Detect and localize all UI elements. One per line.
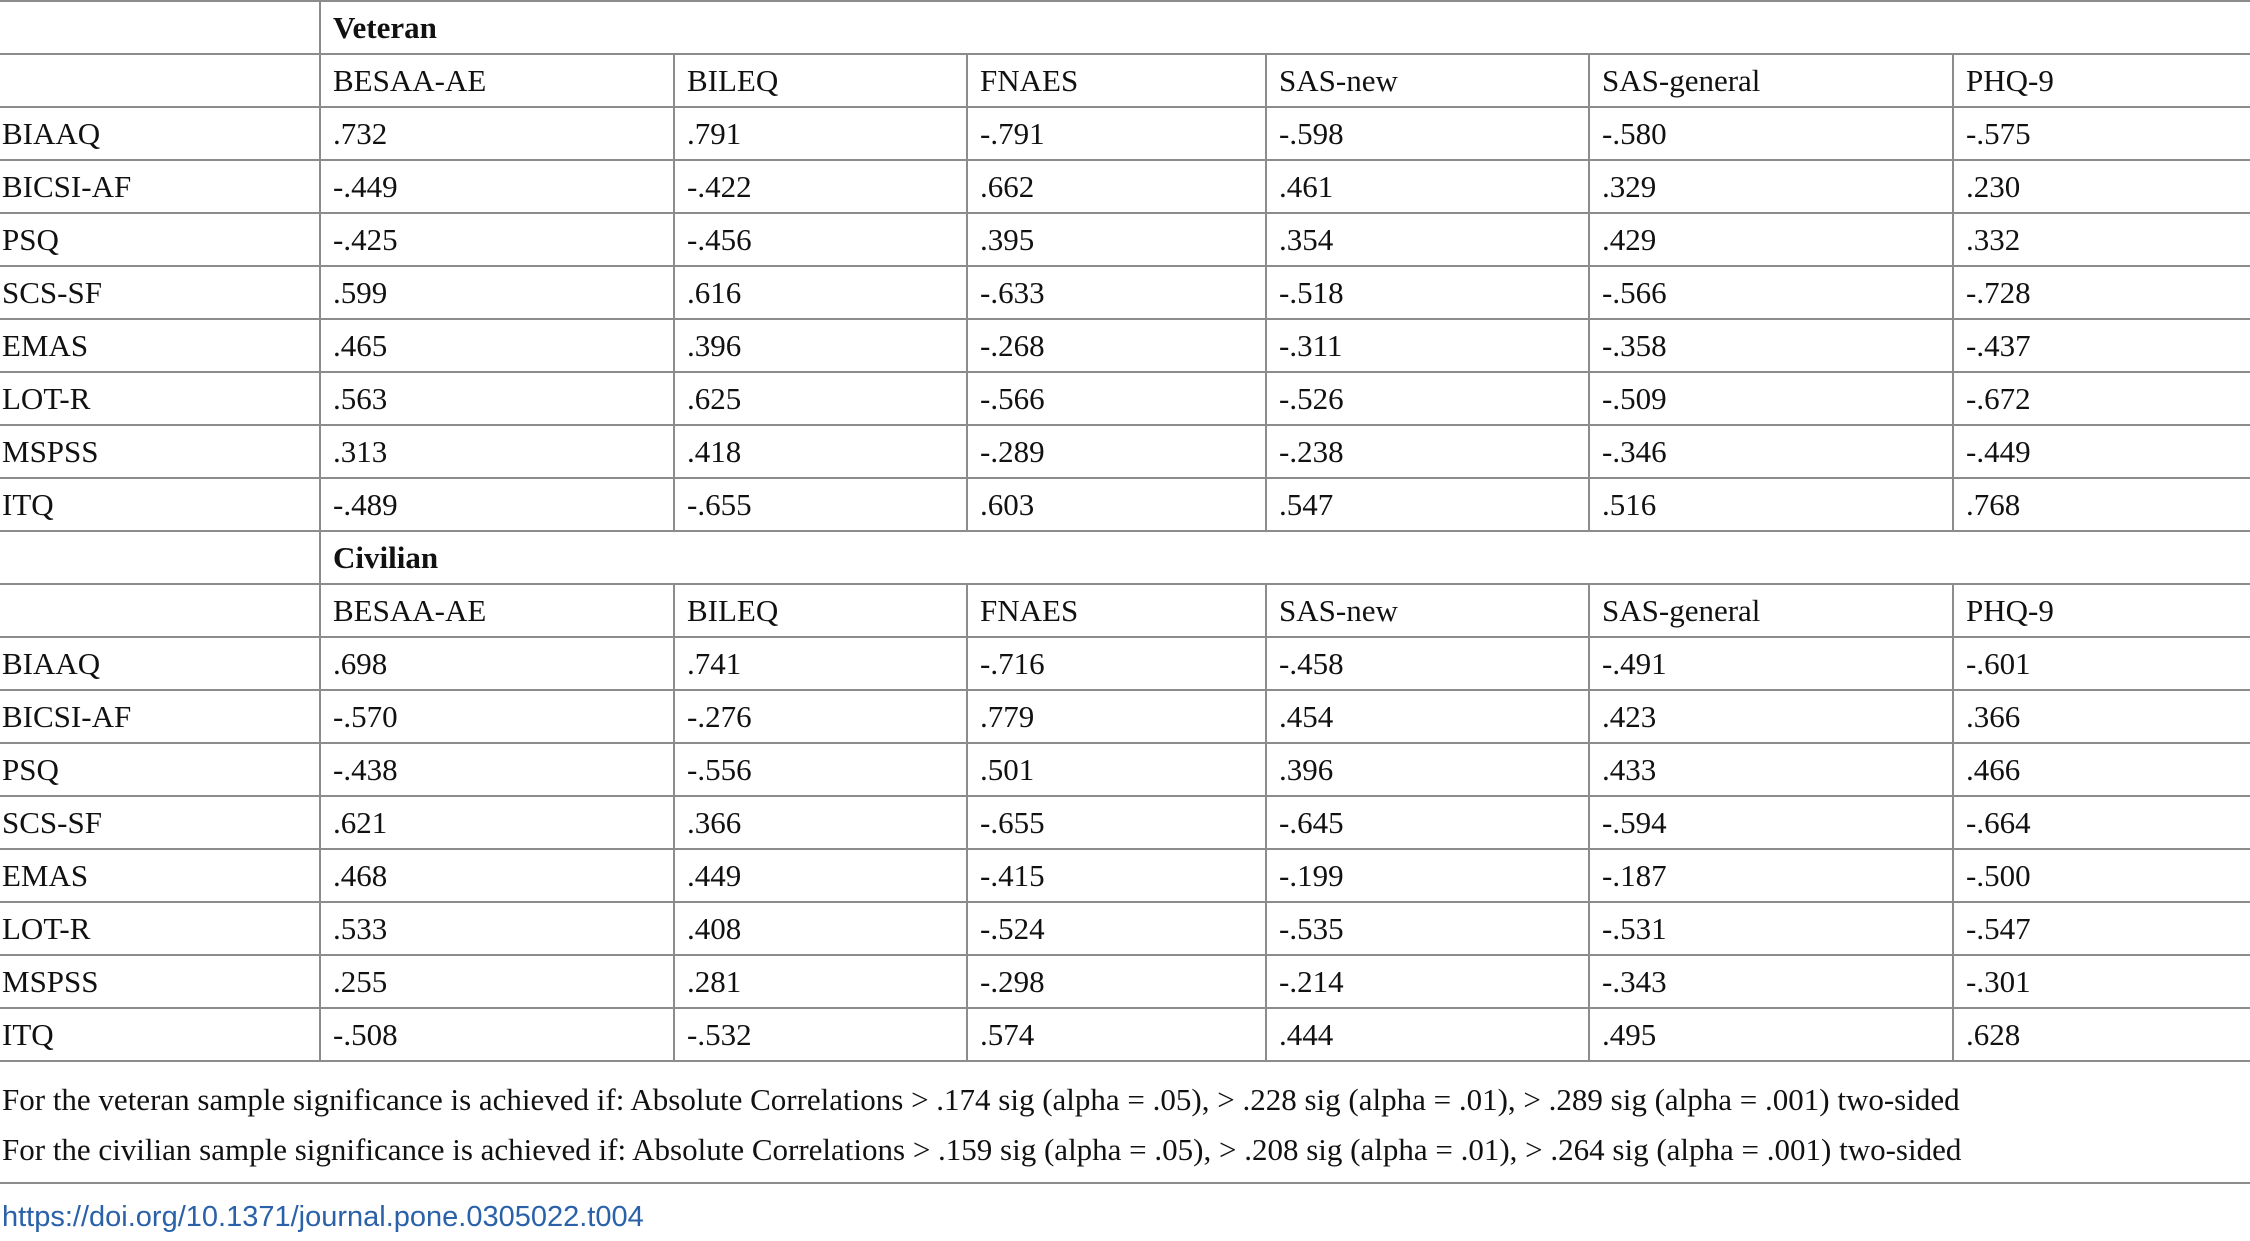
row-label: BICSI-AF xyxy=(0,160,320,213)
column-header: FNAES xyxy=(967,584,1266,637)
correlation-value: .698 xyxy=(320,637,674,690)
correlation-value: -.633 xyxy=(967,266,1266,319)
correlation-value: -.422 xyxy=(674,160,967,213)
row-label: PSQ xyxy=(0,213,320,266)
correlation-value: .468 xyxy=(320,849,674,902)
correlation-value: -.575 xyxy=(1953,107,2250,160)
correlation-value: .616 xyxy=(674,266,967,319)
correlation-value: .732 xyxy=(320,107,674,160)
correlation-value: -.187 xyxy=(1589,849,1953,902)
empty-cell xyxy=(0,531,320,584)
table-row xyxy=(0,637,2250,690)
correlation-value: .574 xyxy=(967,1008,1266,1061)
correlation-value: -.518 xyxy=(1266,266,1589,319)
correlation-value: .418 xyxy=(674,425,967,478)
correlation-value: -.358 xyxy=(1589,319,1953,372)
section-title-row xyxy=(0,1,2250,54)
correlation-value: .395 xyxy=(967,213,1266,266)
correlation-value: .628 xyxy=(1953,1008,2250,1061)
correlation-value: -.566 xyxy=(1589,266,1953,319)
correlation-value: -.655 xyxy=(674,478,967,531)
correlation-value: .465 xyxy=(320,319,674,372)
table-row xyxy=(0,160,2250,213)
correlation-value: -.716 xyxy=(967,637,1266,690)
table-footnotes xyxy=(0,1075,2250,1175)
correlation-value: -.728 xyxy=(1953,266,2250,319)
correlation-value: .454 xyxy=(1266,690,1589,743)
table-row xyxy=(0,955,2250,1008)
correlation-value: .429 xyxy=(1589,213,1953,266)
row-label: BICSI-AF xyxy=(0,690,320,743)
correlation-value: .791 xyxy=(674,107,967,160)
correlation-value: -.298 xyxy=(967,955,1266,1008)
table-row xyxy=(0,478,2250,531)
table-row xyxy=(0,690,2250,743)
correlation-value: -.547 xyxy=(1953,902,2250,955)
correlation-value: -.458 xyxy=(1266,637,1589,690)
correlation-value: -.524 xyxy=(967,902,1266,955)
row-label: MSPSS xyxy=(0,955,320,1008)
correlation-value: -.580 xyxy=(1589,107,1953,160)
empty-cell xyxy=(0,584,320,637)
correlation-value: .329 xyxy=(1589,160,1953,213)
correlation-value: -.268 xyxy=(967,319,1266,372)
correlation-value: -.289 xyxy=(967,425,1266,478)
correlation-value: .547 xyxy=(1266,478,1589,531)
correlation-value: .433 xyxy=(1589,743,1953,796)
correlation-value: -.343 xyxy=(1589,955,1953,1008)
correlation-value: -.238 xyxy=(1266,425,1589,478)
table-body xyxy=(0,1,2250,1061)
correlation-value: .230 xyxy=(1953,160,2250,213)
correlation-value: -.489 xyxy=(320,478,674,531)
column-header: SAS-new xyxy=(1266,54,1589,107)
correlation-value: .444 xyxy=(1266,1008,1589,1061)
correlation-value: -.655 xyxy=(967,796,1266,849)
correlation-value: -.456 xyxy=(674,213,967,266)
correlation-value: .396 xyxy=(674,319,967,372)
correlation-value: -.500 xyxy=(1953,849,2250,902)
table-row xyxy=(0,213,2250,266)
correlation-value: -.449 xyxy=(320,160,674,213)
correlation-value: -.425 xyxy=(320,213,674,266)
table-row xyxy=(0,796,2250,849)
correlation-value: -.791 xyxy=(967,107,1266,160)
row-label: LOT-R xyxy=(0,372,320,425)
correlation-value: .313 xyxy=(320,425,674,478)
table-row xyxy=(0,743,2250,796)
row-label: SCS-SF xyxy=(0,796,320,849)
row-label: MSPSS xyxy=(0,425,320,478)
column-header-row xyxy=(0,54,2250,107)
correlation-value: .449 xyxy=(674,849,967,902)
correlation-value: -.509 xyxy=(1589,372,1953,425)
column-header: PHQ-9 xyxy=(1953,584,2250,637)
column-header: SAS-general xyxy=(1589,584,1953,637)
empty-cell xyxy=(0,54,320,107)
row-label: SCS-SF xyxy=(0,266,320,319)
correlation-value: -.526 xyxy=(1266,372,1589,425)
column-header: BESAA-AE xyxy=(320,54,674,107)
correlation-value: .599 xyxy=(320,266,674,319)
doi-link[interactable]: https://doi.org/10.1371/journal.pone.0305022.t004 xyxy=(2,1201,644,1233)
correlation-value: -.672 xyxy=(1953,372,2250,425)
correlation-value: .779 xyxy=(967,690,1266,743)
column-header: FNAES xyxy=(967,54,1266,107)
section-title: Veteran xyxy=(320,1,2250,54)
correlation-value: -.566 xyxy=(967,372,1266,425)
correlation-value: .466 xyxy=(1953,743,2250,796)
correlation-value: .495 xyxy=(1589,1008,1953,1061)
row-label: BIAAQ xyxy=(0,637,320,690)
footnote-civilian: For the civilian sample significance is achieved if: Absolute Correlations > .159 sig (alpha = .05), > .208 sig (alpha = .01), > .264 sig (alpha = .001) two-sided xyxy=(2,1132,1962,1167)
correlation-value: .533 xyxy=(320,902,674,955)
correlation-value: .255 xyxy=(320,955,674,1008)
correlation-value: -.437 xyxy=(1953,319,2250,372)
correlation-value: -.346 xyxy=(1589,425,1953,478)
correlation-value: -.645 xyxy=(1266,796,1589,849)
correlation-value: -.598 xyxy=(1266,107,1589,160)
column-header: BILEQ xyxy=(674,54,967,107)
correlation-value: .332 xyxy=(1953,213,2250,266)
column-header: BILEQ xyxy=(674,584,967,637)
correlation-value: .625 xyxy=(674,372,967,425)
table-row xyxy=(0,1008,2250,1061)
correlation-value: -.532 xyxy=(674,1008,967,1061)
table-row xyxy=(0,319,2250,372)
table-row xyxy=(0,425,2250,478)
correlation-value: -.301 xyxy=(1953,955,2250,1008)
correlation-value: -.508 xyxy=(320,1008,674,1061)
row-label: LOT-R xyxy=(0,902,320,955)
correlation-value: -.449 xyxy=(1953,425,2250,478)
correlation-value: .741 xyxy=(674,637,967,690)
column-header: SAS-new xyxy=(1266,584,1589,637)
table-row xyxy=(0,266,2250,319)
correlation-value: -.199 xyxy=(1266,849,1589,902)
correlation-value: .366 xyxy=(674,796,967,849)
correlation-value: .603 xyxy=(967,478,1266,531)
column-header: SAS-general xyxy=(1589,54,1953,107)
correlation-value: -.601 xyxy=(1953,637,2250,690)
column-header: PHQ-9 xyxy=(1953,54,2250,107)
table-row xyxy=(0,849,2250,902)
correlation-value: .563 xyxy=(320,372,674,425)
column-header: BESAA-AE xyxy=(320,584,674,637)
correlation-value: .768 xyxy=(1953,478,2250,531)
row-label: ITQ xyxy=(0,1008,320,1061)
correlation-value: -.664 xyxy=(1953,796,2250,849)
row-label: BIAAQ xyxy=(0,107,320,160)
correlation-value: -.415 xyxy=(967,849,1266,902)
correlation-value: .461 xyxy=(1266,160,1589,213)
table-row xyxy=(0,372,2250,425)
section-title: Civilian xyxy=(320,531,2250,584)
correlation-value: -.438 xyxy=(320,743,674,796)
correlation-value: -.535 xyxy=(1266,902,1589,955)
correlation-value: -.556 xyxy=(674,743,967,796)
column-header-row xyxy=(0,584,2250,637)
correlation-value: .396 xyxy=(1266,743,1589,796)
row-label: PSQ xyxy=(0,743,320,796)
row-label: EMAS xyxy=(0,319,320,372)
correlation-value: .354 xyxy=(1266,213,1589,266)
correlation-value: -.531 xyxy=(1589,902,1953,955)
footnote-veteran: For the veteran sample significance is achieved if: Absolute Correlations > .174 sig (alpha = .05), > .228 sig (alpha = .01), > .289 sig (alpha = .001) two-sided xyxy=(2,1082,1960,1117)
correlation-value: .423 xyxy=(1589,690,1953,743)
table-row xyxy=(0,107,2250,160)
correlation-value: .662 xyxy=(967,160,1266,213)
correlation-value: -.570 xyxy=(320,690,674,743)
correlation-value: -.214 xyxy=(1266,955,1589,1008)
correlation-value: .408 xyxy=(674,902,967,955)
footer-divider xyxy=(0,1182,2250,1184)
empty-cell xyxy=(0,1,320,54)
correlation-value: -.276 xyxy=(674,690,967,743)
correlation-value: -.491 xyxy=(1589,637,1953,690)
correlation-value: -.594 xyxy=(1589,796,1953,849)
correlation-value: .621 xyxy=(320,796,674,849)
correlation-value: -.311 xyxy=(1266,319,1589,372)
row-label: EMAS xyxy=(0,849,320,902)
correlation-value: .366 xyxy=(1953,690,2250,743)
correlation-value: .501 xyxy=(967,743,1266,796)
table-row xyxy=(0,902,2250,955)
section-title-row xyxy=(0,531,2250,584)
correlation-value: .516 xyxy=(1589,478,1953,531)
row-label: ITQ xyxy=(0,478,320,531)
correlation-value: .281 xyxy=(674,955,967,1008)
